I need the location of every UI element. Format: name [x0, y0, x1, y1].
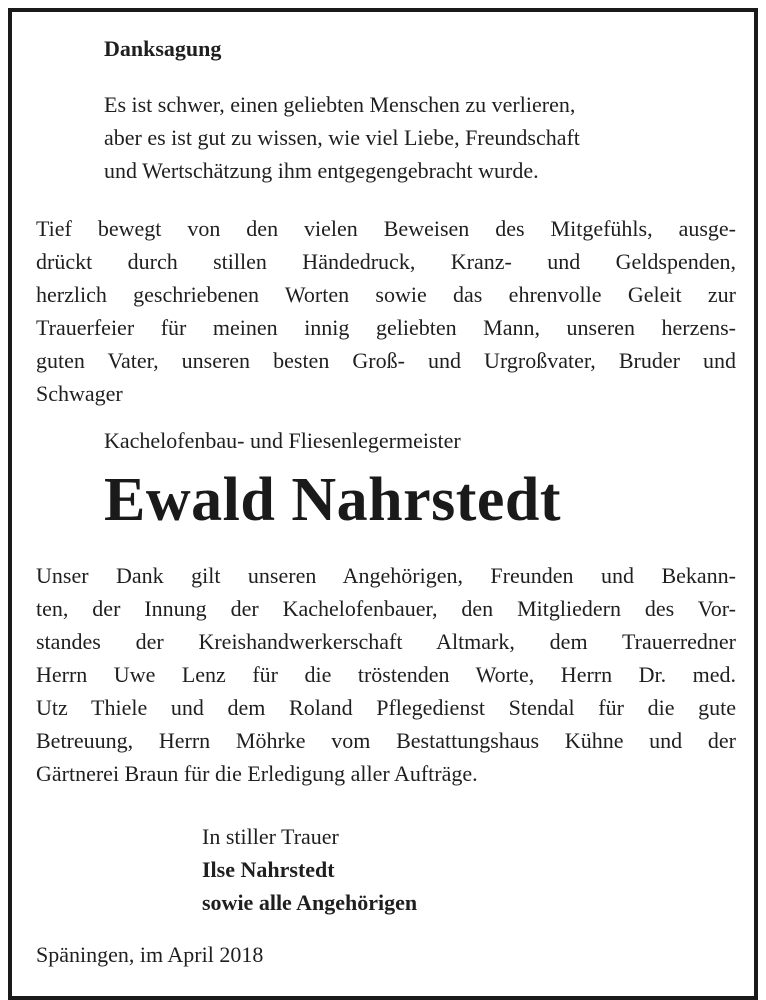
intro-line: aber es ist gut zu wissen, wie viel Liebe, Freundschaft: [104, 125, 580, 150]
family-line: sowie alle Angehörigen: [202, 890, 418, 915]
paragraph-line: standes der Kreishandwerkerschaft Altmark, dem Trauerredner: [36, 629, 736, 654]
paragraph-line: Utz Thiele und dem Roland Pflegedienst Stendal für die gute: [36, 695, 736, 720]
paragraph-line: Herrn Uwe Lenz für die tröstenden Worte, Herrn Dr. med.: [36, 662, 736, 687]
paragraph-line: Unser Dank gilt unseren Angehörigen, Freunden und Bekann-: [36, 563, 736, 588]
thanks-paragraph-2: [36, 559, 736, 790]
paragraph-line: Trauerfeier für meinen innig geliebten Mann, unseren herzens-: [36, 315, 736, 340]
occupation-title: Kachelofenbau- und Fliesenlegermeister: [104, 428, 461, 453]
paragraph-line: ten, der Innung der Kachelofenbauer, den Mitgliedern des Vor-: [36, 596, 736, 621]
intro-text: [104, 88, 724, 187]
paragraph-line: drückt durch stillen Händedruck, Kranz- und Geldspenden,: [36, 249, 736, 274]
thanks-paragraph-1: [36, 212, 736, 410]
signer-name: Ilse Nahrstedt: [202, 857, 335, 882]
paragraph-line: Gärtnerei Braun für die Erledigung aller Aufträge.: [36, 761, 478, 786]
deceased-name: Ewald Nahrstedt: [104, 466, 562, 534]
paragraph-line: Tief bewegt von den vielen Beweisen des Mitgefühls, ausge-: [36, 216, 736, 241]
closing-phrase: In stiller Trauer: [202, 824, 339, 849]
paragraph-line: Schwager: [36, 381, 123, 406]
intro-line: Es ist schwer, einen geliebten Menschen zu verlieren,: [104, 92, 576, 117]
paragraph-line: guten Vater, unseren besten Groß- und Urgroßvater, Bruder und: [36, 348, 736, 373]
notice-heading: Danksagung: [104, 36, 222, 61]
notice-frame: [8, 8, 758, 1000]
intro-line: und Wertschätzung ihm entgegengebracht wurde.: [104, 158, 539, 183]
paragraph-line: herzlich geschriebenen Worten sowie das ehrenvolle Geleit zur: [36, 282, 736, 307]
place-date: Späningen, im April 2018: [36, 942, 264, 967]
paragraph-line: Betreuung, Herrn Möhrke vom Bestattungshaus Kühne und der: [36, 728, 736, 753]
closing-signature: [202, 820, 417, 919]
